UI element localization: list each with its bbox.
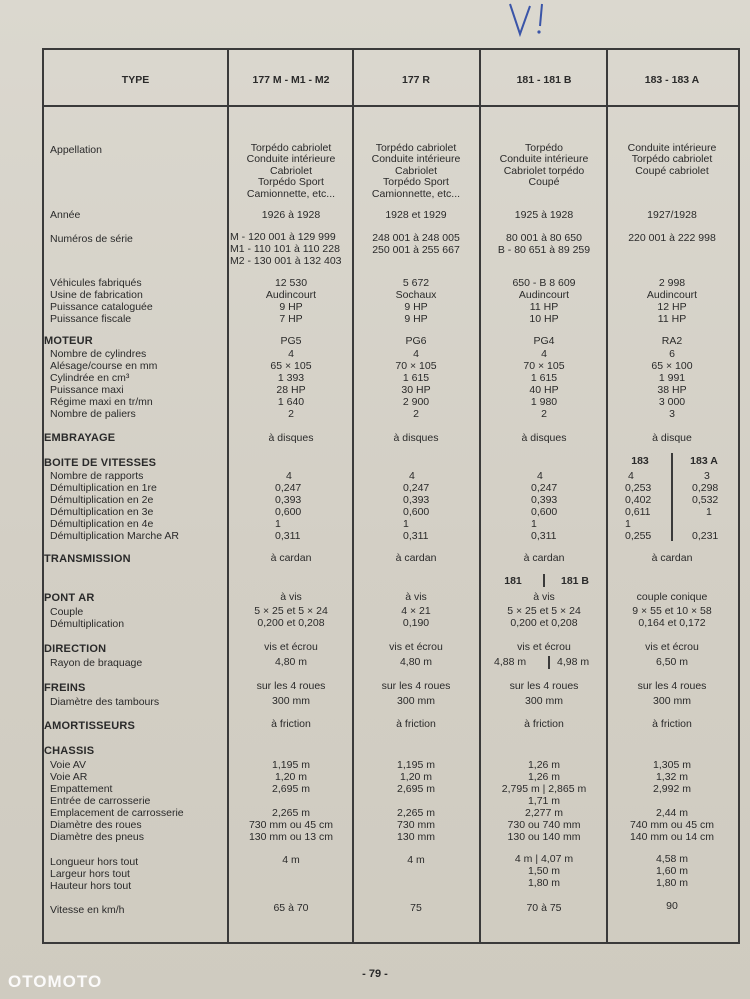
section-transmission: TRANSMISSION xyxy=(44,553,131,565)
label: Nombre de paliers xyxy=(50,408,136,420)
cell: vis et écrou xyxy=(264,641,318,653)
cell: Torpédo Sport xyxy=(258,176,324,188)
cell: 1 393 xyxy=(277,372,305,384)
cell: à vis xyxy=(533,591,555,603)
cell: 1,26 m xyxy=(527,771,561,783)
cell: 11 HP xyxy=(657,313,687,325)
cell: 0,311 xyxy=(275,530,301,542)
cell: à disque xyxy=(652,432,692,444)
cell: 0,600 xyxy=(531,506,558,518)
cell: 9 HP xyxy=(404,313,428,325)
label: Démultiplication xyxy=(50,618,125,630)
section-chassis: CHASSIS xyxy=(44,745,95,757)
cell: 5 × 25 et 5 × 24 xyxy=(507,605,581,617)
cell: 4,80 m xyxy=(399,656,433,668)
cell: 40 HP xyxy=(529,384,559,396)
cell: vis et écrou xyxy=(645,641,699,653)
label: Puissance cataloguée xyxy=(50,301,153,313)
cell: 9 × 55 et 10 × 58 xyxy=(632,605,712,617)
cell: 2,992 m xyxy=(653,783,691,795)
header-col4: 183 - 183 A xyxy=(644,74,700,86)
cell: 70 × 105 xyxy=(395,360,437,372)
cell: couple conique xyxy=(636,591,708,603)
cell: 1928 et 1929 xyxy=(385,209,447,221)
cell: 1 xyxy=(403,518,409,530)
cell: 0,247 xyxy=(403,482,430,494)
cell: Conduite intérieure xyxy=(499,153,589,165)
label: Emplacement de carrosserie xyxy=(50,807,184,819)
section-pont: PONT AR xyxy=(44,592,95,604)
label: Puissance maxi xyxy=(50,384,124,396)
section-direction: DIRECTION xyxy=(44,643,107,655)
cell: Torpédo xyxy=(525,142,563,154)
cell: 1927/1928 xyxy=(647,209,697,221)
cell: 1 980 xyxy=(530,396,558,408)
cell: à disques xyxy=(521,432,567,444)
column-divider xyxy=(227,48,229,942)
cell: M1 - 110 101 à 110 228 xyxy=(230,243,340,255)
cell: 5 × 25 et 5 × 24 xyxy=(254,605,328,617)
cell: 0,393 xyxy=(275,494,302,506)
label: Démultiplication en 1re xyxy=(50,482,157,494)
cell: 2 xyxy=(541,408,547,420)
cell: 300 mm xyxy=(272,695,310,707)
cell: 6 xyxy=(669,348,675,360)
label: Diamètre des pneus xyxy=(50,831,144,843)
cell: 2,44 m xyxy=(655,807,689,819)
cell: 1,20 m xyxy=(274,771,308,783)
cell: 130 mm ou 13 cm xyxy=(248,831,334,843)
cell: 9 HP xyxy=(279,301,303,313)
cell: 4 xyxy=(541,348,547,360)
cell: 10 HP xyxy=(529,313,559,325)
cell: 1925 à 1928 xyxy=(514,209,574,221)
cell: Conduite intérieure xyxy=(627,142,717,154)
cell: 1,195 m xyxy=(397,759,435,771)
cell: vis et écrou xyxy=(389,641,443,653)
cell: 12 530 xyxy=(274,277,308,289)
cell: 4 m | 4,07 m xyxy=(514,853,574,865)
cell: 1 640 xyxy=(277,396,305,408)
label: Alésage/course en mm xyxy=(50,360,158,372)
sub-divider xyxy=(548,656,550,669)
cell: 2,277 m xyxy=(525,807,563,819)
label: Largeur hors tout xyxy=(50,868,130,880)
cell: à friction xyxy=(271,718,311,730)
cell: Audincourt xyxy=(518,289,570,301)
cell: 80 001 à 80 650 xyxy=(506,232,582,244)
cell: Cabriolet torpédo xyxy=(503,165,585,177)
cell: à friction xyxy=(652,718,692,730)
cell: 4,98 m xyxy=(557,656,590,668)
cell: 1 615 xyxy=(402,372,430,384)
cell: 65 × 100 xyxy=(651,360,693,372)
sub-divider xyxy=(543,574,545,587)
cell: Camionnette, etc... xyxy=(371,188,461,200)
column-divider xyxy=(352,48,354,942)
cell: à friction xyxy=(524,718,564,730)
cell: 220 001 à 222 998 xyxy=(628,232,716,244)
label: Puissance fiscale xyxy=(50,313,132,325)
cell: 3 xyxy=(704,470,710,482)
cell: 0,164 et 0,172 xyxy=(638,617,706,629)
cell: 30 HP xyxy=(401,384,431,396)
cell: 248 001 à 248 005 xyxy=(372,232,460,244)
cell: 730 ou 740 mm xyxy=(507,819,581,831)
cell: à vis xyxy=(280,591,302,603)
cell: 5 672 xyxy=(402,277,430,289)
label: Voie AR xyxy=(50,771,88,783)
header-type: TYPE xyxy=(121,74,150,86)
cell: 4 xyxy=(537,470,543,482)
label: Cylindrée en cm³ xyxy=(50,372,130,384)
cell: 4 × 21 xyxy=(401,605,431,617)
cell: M - 120 001 à 129 999 xyxy=(230,231,336,243)
cell: 1,80 m xyxy=(527,877,561,889)
cell: 2,795 m | 2,865 m xyxy=(501,783,587,795)
cell: 730 mm ou 45 cm xyxy=(248,819,334,831)
header-divider xyxy=(42,105,738,107)
cell: RA2 xyxy=(661,335,683,347)
cell: 1 xyxy=(706,506,712,518)
cell: 38 HP xyxy=(657,384,687,396)
section-freins: FREINS xyxy=(44,682,86,694)
cell: 2 xyxy=(288,408,294,420)
cell: 70 à 75 xyxy=(526,902,562,914)
cell: 1,195 m xyxy=(272,759,310,771)
cell: sur les 4 roues xyxy=(509,680,579,692)
cell: 0,200 et 0,208 xyxy=(510,617,578,629)
cell: Audincourt xyxy=(265,289,317,301)
cell: 0,600 xyxy=(275,506,302,518)
cell: 3 xyxy=(669,408,675,420)
cell: 1,32 m xyxy=(655,771,689,783)
cell: 90 xyxy=(666,900,678,912)
cell: 130 ou 140 mm xyxy=(507,831,581,843)
label: Entrée de carrosserie xyxy=(50,795,151,807)
cell: 300 mm xyxy=(653,695,691,707)
cell: Torpédo cabriolet xyxy=(375,142,457,154)
cell: 4,80 m xyxy=(274,656,308,668)
column-divider xyxy=(479,48,481,942)
cell: 0,247 xyxy=(531,482,558,494)
cell: Torpédo Sport xyxy=(383,176,449,188)
cell: Cabriolet xyxy=(394,165,438,177)
label: Démultiplication en 4e xyxy=(50,518,154,530)
cell: à cardan xyxy=(523,552,565,564)
cell: 65 à 70 xyxy=(273,902,309,914)
header-col1: 177 M - M1 - M2 xyxy=(252,74,330,86)
header-col3: 181 - 181 B xyxy=(516,74,572,86)
cell: 1,71 m xyxy=(527,795,561,807)
label: Usine de fabrication xyxy=(50,289,143,301)
cell: 1,20 m xyxy=(399,771,433,783)
label-vitesse: Vitesse en km/h xyxy=(50,904,125,916)
section-moteur: MOTEUR xyxy=(44,335,93,347)
cell: 4 xyxy=(286,470,292,482)
cell: 0,402 xyxy=(625,494,652,506)
cell: 1,60 m xyxy=(655,865,689,877)
cell: 300 mm xyxy=(525,695,563,707)
cell: 70 × 105 xyxy=(523,360,565,372)
page-number: - 79 - xyxy=(362,968,388,980)
cell: 300 mm xyxy=(397,695,435,707)
cell: PG4 xyxy=(533,335,555,347)
label: Couple xyxy=(50,606,84,618)
header-col2: 177 R xyxy=(401,74,431,86)
cell: Camionnette, etc... xyxy=(246,188,336,200)
cell: 0,393 xyxy=(403,494,430,506)
cell: 1 xyxy=(275,518,281,530)
cell: 0,611 xyxy=(625,506,651,518)
cell: Coupé cabriolet xyxy=(635,165,709,177)
label: Hauteur hors tout xyxy=(50,880,132,892)
cell: 0,253 xyxy=(625,482,652,494)
cell: 730 mm xyxy=(397,819,435,831)
cell: 1,305 m xyxy=(653,759,691,771)
label: Véhicules fabriqués xyxy=(50,277,142,289)
cell: à cardan xyxy=(270,552,312,564)
cell: 650 - B 8 609 xyxy=(512,277,576,289)
cell: 4 xyxy=(288,348,294,360)
cell: Audincourt xyxy=(646,289,698,301)
cell: 9 HP xyxy=(404,301,428,313)
cell: à disques xyxy=(268,432,314,444)
cell: 12 HP xyxy=(657,301,687,313)
cell: 0,247 xyxy=(275,482,302,494)
sub-header: 183 A xyxy=(690,455,718,467)
cell: Torpédo cabriolet xyxy=(250,142,332,154)
cell: Coupé xyxy=(528,176,560,188)
cell: 4,88 m xyxy=(494,656,527,668)
label: Démultiplication en 3e xyxy=(50,506,154,518)
cell: 2 998 xyxy=(658,277,686,289)
cell: 6,50 m xyxy=(655,656,689,668)
handwritten-mark xyxy=(502,0,562,48)
cell: 3 000 xyxy=(658,396,686,408)
label: Empattement xyxy=(50,783,113,795)
cell: 65 × 105 xyxy=(270,360,312,372)
label: Démultiplication en 2e xyxy=(50,494,154,506)
label: Voie AV xyxy=(50,759,87,771)
cell: 0,255 xyxy=(625,530,652,542)
cell: 1,80 m xyxy=(655,877,689,889)
cell: 1,26 m xyxy=(527,759,561,771)
cell: à vis xyxy=(405,591,427,603)
sub-header: 183 xyxy=(631,455,649,467)
label: Régime maxi en tr/mn xyxy=(50,396,153,408)
label: Rayon de braquage xyxy=(50,657,143,669)
watermark-logo: OTOMOTO xyxy=(8,972,103,991)
cell: M2 - 130 001 à 132 403 xyxy=(230,255,342,267)
cell: 4 xyxy=(413,348,419,360)
cell: 75 xyxy=(410,902,422,914)
section-embrayage: EMBRAYAGE xyxy=(44,432,116,444)
sub-divider xyxy=(671,453,673,541)
cell: 2,265 m xyxy=(397,807,435,819)
cell: 0,311 xyxy=(403,530,429,542)
label: Diamètre des tambours xyxy=(50,696,160,708)
cell: 1 xyxy=(531,518,537,530)
cell: B - 80 651 à 89 259 xyxy=(497,244,591,256)
cell: à friction xyxy=(396,718,436,730)
cell: Conduite intérieure xyxy=(246,153,336,165)
sub-header: 181 xyxy=(504,575,522,587)
cell: 2,265 m xyxy=(272,807,310,819)
label-annee: Année xyxy=(50,209,81,221)
cell: 4,58 m xyxy=(655,853,689,865)
cell: 28 HP xyxy=(276,384,306,396)
cell: vis et écrou xyxy=(517,641,571,653)
cell: 11 HP xyxy=(529,301,559,313)
section-amortisseurs: AMORTISSEURS xyxy=(44,720,136,732)
section-boite: BOITE DE VITESSES xyxy=(44,457,157,469)
cell: Conduite intérieure xyxy=(371,153,461,165)
label: Diamètre des roues xyxy=(50,819,142,831)
cell: 2 xyxy=(413,408,419,420)
cell: 0,532 xyxy=(692,494,719,506)
cell: sur les 4 roues xyxy=(256,680,326,692)
cell: 1,50 m xyxy=(527,865,561,877)
label-appellation: Appellation xyxy=(50,144,102,156)
cell: 0,231 xyxy=(692,530,719,542)
cell: à disques xyxy=(393,432,439,444)
label: Nombre de rapports xyxy=(50,470,144,482)
cell: 0,298 xyxy=(692,482,719,494)
cell: Cabriolet xyxy=(269,165,313,177)
label: Longueur hors tout xyxy=(50,856,139,868)
cell: sur les 4 roues xyxy=(381,680,451,692)
sub-header: 181 B xyxy=(560,575,590,587)
cell: 0,393 xyxy=(531,494,558,506)
cell: 4 xyxy=(628,470,634,482)
cell: 740 mm ou 45 cm xyxy=(629,819,715,831)
cell: PG5 xyxy=(280,335,302,347)
cell: 1 615 xyxy=(530,372,558,384)
cell: à cardan xyxy=(651,552,693,564)
cell: PG6 xyxy=(405,335,427,347)
label-serie: Numéros de série xyxy=(50,233,133,245)
cell: Torpédo cabriolet xyxy=(631,153,713,165)
cell: 2 900 xyxy=(402,396,430,408)
cell: 4 m xyxy=(407,854,425,866)
cell: 1926 à 1928 xyxy=(261,209,321,221)
cell: 2,695 m xyxy=(397,783,435,795)
cell: 4 m xyxy=(282,854,300,866)
cell: sur les 4 roues xyxy=(637,680,707,692)
label: Nombre de cylindres xyxy=(50,348,147,360)
cell: 7 HP xyxy=(279,313,303,325)
cell: 0,600 xyxy=(403,506,430,518)
cell: 250 001 à 255 667 xyxy=(372,244,460,256)
cell: 0,190 xyxy=(402,617,430,629)
cell: 130 mm xyxy=(397,831,435,843)
cell: 0,311 xyxy=(531,530,557,542)
cell: 4 xyxy=(409,470,415,482)
cell: 2,695 m xyxy=(272,783,310,795)
cell: 1 991 xyxy=(658,372,686,384)
cell: 1 xyxy=(625,518,631,530)
label: Démultiplication Marche AR xyxy=(50,530,179,542)
cell: à cardan xyxy=(395,552,437,564)
cell: 0,200 et 0,208 xyxy=(257,617,325,629)
cell: 140 mm ou 14 cm xyxy=(629,831,715,843)
cell: Sochaux xyxy=(395,289,437,301)
